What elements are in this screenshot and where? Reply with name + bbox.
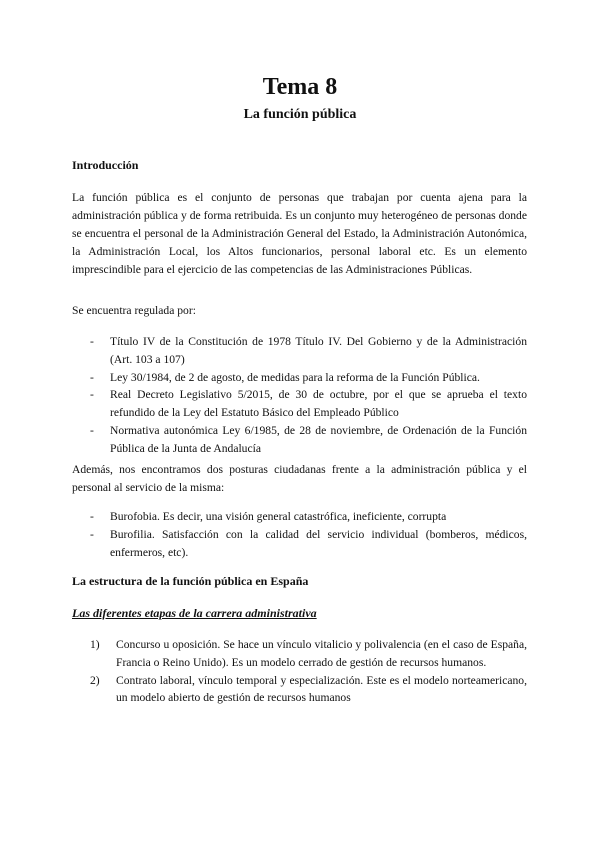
list-item [90, 369, 527, 387]
list-item-text: Contrato laboral, vínculo temporal y especialización. Este es el modelo norteamericano, un modelo abierto de gestión de recursos humanos [116, 673, 527, 705]
list-marker: - [90, 510, 94, 523]
regulations-list [90, 333, 527, 458]
list-marker: - [90, 370, 94, 384]
list-marker: - [90, 335, 94, 348]
list-item [90, 672, 527, 708]
intro-paragraph: La función pública es el conjunto de personas que trabajan por cuenta ajena para la administración pública y de forma retribuida. Es un conjunto muy heterogéneo de personas donde se encuentra el personal de la Administración General del Estado, la Administración Autonómica, la Administración Local, los Altos funcionarios, personal laboral etc. Es un elemento imprescindible para el ejercicio de las competencias de las Administraciones Públicas. [72, 191, 527, 276]
list-marker: - [90, 388, 94, 402]
list-item-text: Real Decreto Legislativo 5/2015, de 30 de octubre, por el que se aprueba el texto refundido de la Ley del Estatuto Básico del Empleado Público [110, 388, 527, 420]
list-item-text: Título IV de la Constitución de 1978 Título IV. Del Gobierno y de la Administración (Art. 103 a 107) [110, 335, 527, 366]
list-marker: 2) [90, 673, 100, 687]
list-marker: - [90, 423, 94, 437]
list-item [90, 422, 527, 458]
structure-heading: La estructura de la función pública en España [72, 574, 309, 588]
list-marker: 1) [90, 638, 100, 651]
list-item-text: Burofilia. Satisfacción con la calidad del servicio individual (bomberos, médicos, enfermeros, etc). [110, 527, 527, 559]
page-title: Tema 8 [262, 74, 338, 100]
postures-paragraph: Además, nos encontramos dos posturas ciudadanas frente a la administración pública y el personal al servicio de la misma: [72, 463, 527, 494]
list-item-text: Concurso u oposición. Se hace un vínculo vitalicio y polivalencia (en el caso de España, Francia o Reino Unido). Es un modelo cerrado de gestión de recursos humanos. [116, 638, 527, 669]
page-subtitle: La función pública [243, 107, 357, 122]
list-marker: - [90, 527, 94, 541]
list-item-text: Ley 30/1984, de 2 de agosto, de medidas para la reforma de la Función Pública. [110, 370, 480, 384]
list-item-text: Burofobia. Es decir, una visión general catastrófica, ineficiente, corrupta [110, 510, 447, 523]
postures-list [90, 508, 527, 561]
list-item [90, 636, 527, 672]
list-item [90, 508, 527, 526]
list-item [90, 386, 527, 422]
regulated-intro: Se encuentra regulada por: [72, 304, 196, 317]
stages-heading: Las diferentes etapas de la carrera administrativa [72, 606, 317, 620]
intro-heading: Introducción [72, 158, 139, 172]
list-item [90, 526, 527, 562]
list-item-text: Normativa autonómica Ley 6/1985, de 28 de noviembre, de Ordenación de la Función Pública de la Junta de Andalucía [110, 423, 527, 455]
list-item [90, 333, 527, 369]
stages-list [90, 636, 527, 707]
